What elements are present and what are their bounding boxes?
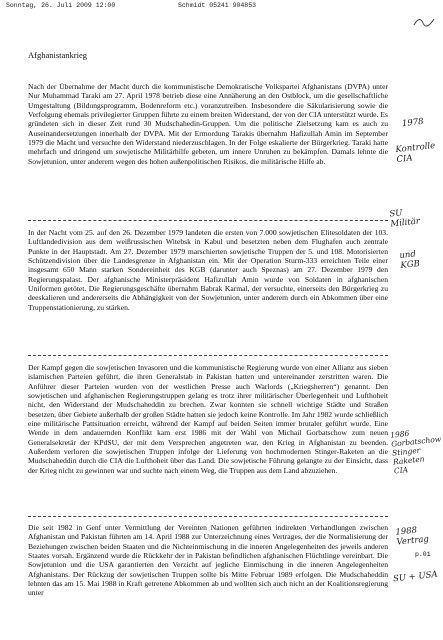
margin-note: SU Militär	[389, 208, 421, 230]
section-divider	[28, 355, 388, 356]
section-divider	[28, 220, 388, 221]
paragraph-geneva-accords: Die seit 1982 in Genf unter Vermittlung der Vereinten Nationen geführten indirekten Verhandlungen zwischen Afghanistan und Pakistan führten am 14. April 1988 zur Unterzeichnung eines Vertrages, der die Normalisierung der Beziehungen zwischen beiden Staaten und die Nichteinmischung in die inneren Angelegenheiten des jeweils anderen Staates vorsah. Ergänzend wurde die Rückkehr der in Pakistan befindlichen afghanischen Flüchtlinge vereinbart. Die Sowjetunion und die USA garantierten den Verzicht auf jegliche Einmischung in die inneren Angelegenheiten Afghanistans. Der Rückzug der sowjetischen Truppen sollte bis Mitte Februar 1989 erfolgen. Die Mudschaheddin lehnten das am 15. Mai 1988 in Kraft getretene Abkommen ab und wollten sich auch nicht an der Koalitionsregierung unter	[28, 523, 388, 598]
margin-note: 1988 Vertrag	[395, 525, 430, 548]
margin-note: SU + USA	[392, 569, 439, 585]
paragraph-takeover: Nach der Übernahme der Macht durch die kommunistische Demokratische Volkspartei Afghanistans (DVPA) unter Nur Muhammad Taraki am 27. April 1978 betrieb diese eine Annäherung an den Ostblock, um die gesellschaftliche Umgestaltung (Bildungsprogramm, Bodenreform etc.) voranzutreiben. Insbesondere die Säkularisierung sowie die Verfolgung ehemals privilegierter Gruppen führte zu einem breiten Widerstand, der von der CIA unterstützt wurde. Es gründeten sich in dieser Zeit rund 30 Mudschahedin-Gruppen. Um die politische Zielsetzung kam es auch zu Auseinandersetzungen innerhalb der DVPA. Mit der Ermordung Tarakis übernahm Hafizullah Amin im September 1979 die Macht und versuchte den Widerstand niederzuschlagen. In der Folge eskalierte der Bürgerkrieg. Taraki hatte mehrfach und dringend um sowjetische Militärhilfe gebeten, um innere Unruhen zu bekämpfen. Damals lehnte die Sowjetunion, unter anderem wegen des hohen außenpolitischen Risikos, die militärische Hilfe ab.	[28, 82, 388, 166]
paragraph-resistance: Der Kampf gegen die sowjetischen Invasoren und die kommunistische Regierung wurde von einer Allianz aus sieben islamischen Parteien geführt, die ihren Generalstab in Pakistan hatten und untereinander zerstritten waren. Die Anführer dieser Parteien wurden von der westlichen Presse auch Warlords („Kriegsherren“) genannt. Den sowjetischen und afghanischen Regierungstruppen gelang es trotz ihrer militärischer Überlegenheit und Lufthoheit nicht, den Widerstand der Mudschaheddin zu brechen. Zwar konnten sie schnell wichtige Städte und Straßen besetzen, über Gebiete außerhalb der großen Städte hatten sie jedoch keine Kontrolle. Im Jahr 1982 wurde schließlich eine militärische Pattsituation erreicht, während der Kampf auf beiden Seiten immer brutaler geführt wurde. Eine Wende in dem andauernden Konflikt kam erst 1986 mit der Wahl von Michail Gorbatschow zum neuen Generalsekretär der KPdSU, der mit dem Versprechen angetreten war, den Krieg in Afghanistan zu beenden. Außerdem verloren die sowjetischen Truppen infolge der Lieferung von hochmodernen Stinger-Raketen an die Mudschaheddin durch die CIA die Lufthoheit über das Land. Die sowjetische Führung gelangte zu der Einsicht, dass der Krieg nicht zu gewinnen war und suchte nach einem Weg, die Truppen aus dem Land abzuziehen.	[28, 363, 388, 475]
fax-date: Sonntag, 26. Juli 2009 12:00	[6, 2, 116, 9]
margin-note: Kontrolle CIA	[395, 140, 436, 166]
margin-note: und KGB	[399, 249, 421, 271]
fax-sender: Schmidt 05241 904853	[178, 2, 257, 9]
document-title: Afghanistankrieg	[28, 50, 88, 60]
section-divider	[28, 516, 388, 517]
paragraph-invasion: In der Nacht vom 25. auf den 26. Dezember 1979 landeten die ersten von 7.000 sowjetischen Elitesoldaten der 103. Luftlandedivision aus dem weißrussischen Witebsk in Kabul und besetzten neben dem Flughafen auch zentrale Punkte in der Hauptstadt. Am 27. Dezember 1979 marschierten sowjetische Truppen der 5. und 108. Motorisierten Schützendivision über die Landesgrenze in Afghanistan ein. Mit der Operation Sturm-333 erreichten Teile einer insgesamt 650 Mann starken Sondereinheit des KGB (darunter auch Speznas) am 27. Dezember 1979 den Regierungspalast. Der afghanische Ministerpräsident Hafizullah Amin wurde von Soldaten in afghanischen Uniformen getötet. Die Regierungsgeschäfte übernahm Babrak Karmal, der versuchte, einerseits den Bürgerkrieg zu deeskalieren und andererseits die Abhängigkeit von der Sowjetunion, unter anderem durch ein Abkommen über eine Truppenstationierung, zu stärken.	[28, 228, 388, 312]
margin-note: 1978	[401, 116, 425, 130]
handwritten-squiggle-icon	[412, 16, 436, 28]
margin-note: 1986 Gorbatschow Stinger Raketen CIA	[389, 428, 442, 476]
page-number: p.01	[415, 551, 431, 558]
fax-header	[6, 2, 436, 12]
